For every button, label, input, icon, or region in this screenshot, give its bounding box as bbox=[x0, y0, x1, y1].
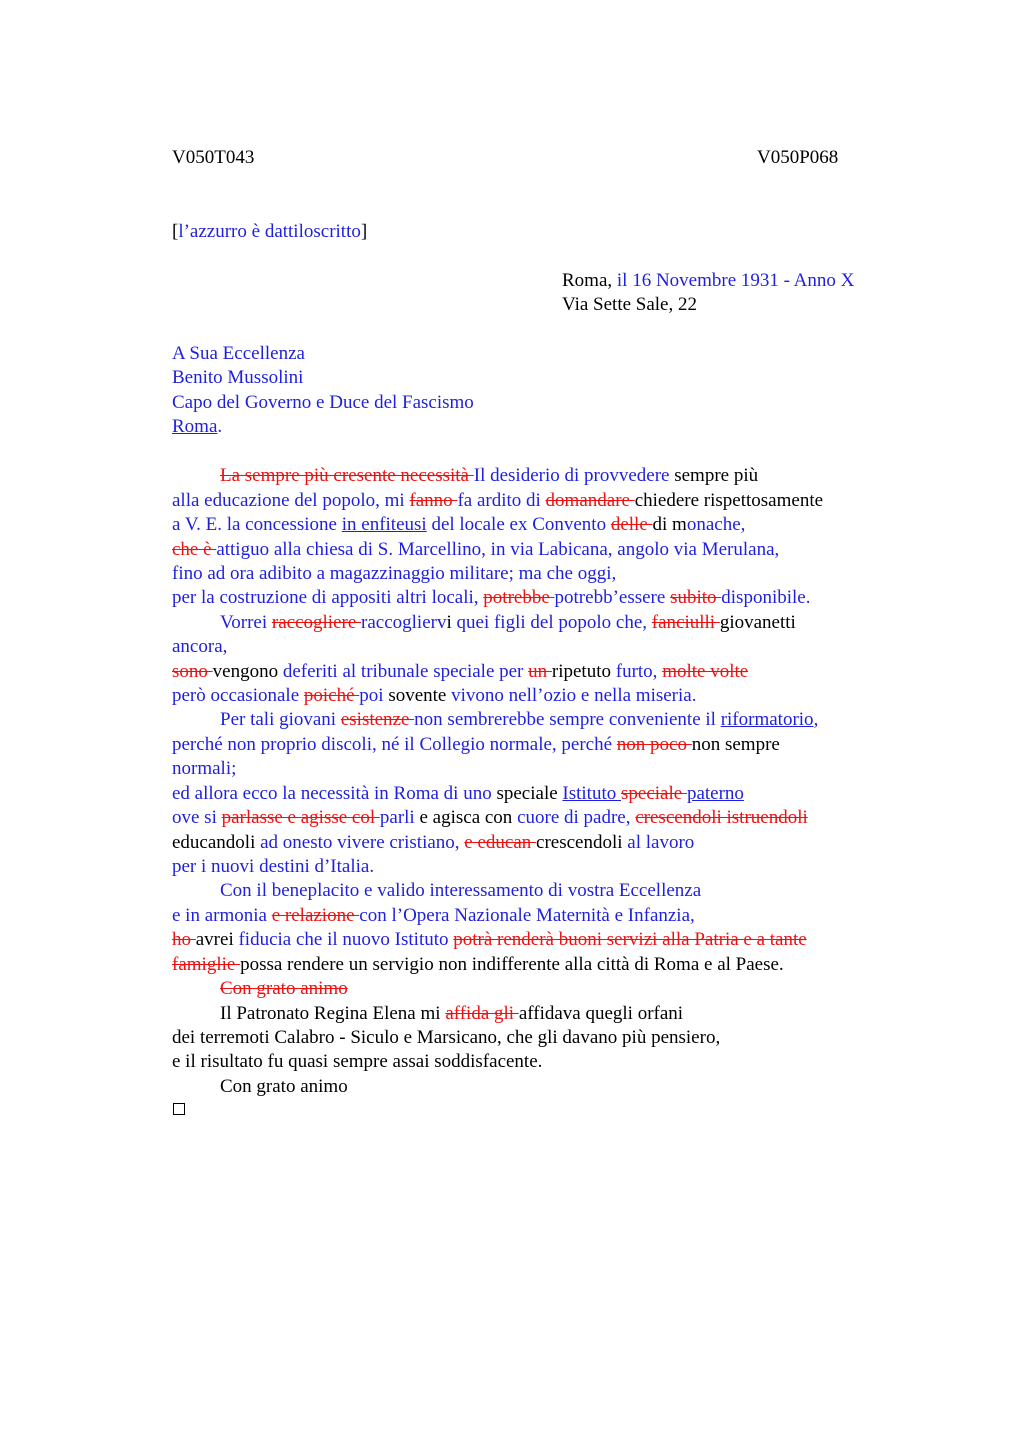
deleted-text: che è bbox=[172, 539, 217, 560]
deleted-text: esistenze bbox=[340, 709, 415, 730]
deleted-text: potrà renderà buoni servizi alla Patria e a tante bbox=[453, 929, 807, 950]
body-line bbox=[172, 513, 745, 537]
doc-code-left: V050T043 bbox=[172, 147, 255, 168]
typed-text: Istituto bbox=[562, 783, 621, 804]
dateline-date: il 16 Novembre 1931 - Anno X bbox=[612, 270, 855, 291]
typed-text: cuore di padre, bbox=[517, 807, 636, 828]
typed-text: attiguo alla chiesa di S. Marcellino, in via Labicana, angolo via Merulana, bbox=[216, 539, 780, 560]
deleted-text: affida gli bbox=[445, 1003, 519, 1024]
handwritten-text: sovente bbox=[388, 685, 452, 706]
handwritten-text: possa rendere un servigio non indifferente alla città di Roma e al Paese. bbox=[240, 954, 784, 975]
handwritten-text: di m bbox=[652, 514, 687, 535]
body-line bbox=[220, 879, 701, 903]
addressee-line-1: A Sua Eccellenza bbox=[172, 343, 305, 364]
typed-text: parli bbox=[379, 807, 420, 828]
body-line bbox=[172, 733, 780, 757]
body-line bbox=[220, 977, 348, 1001]
body-line bbox=[172, 684, 696, 708]
body-line bbox=[172, 757, 236, 781]
typed-text: per la costruzione di appositi altri locali, bbox=[172, 587, 484, 608]
handwritten-text: crescendoli bbox=[536, 832, 628, 853]
deleted-text: non poco bbox=[616, 734, 692, 755]
typed-text: onache, bbox=[686, 514, 746, 535]
deleted-text: Con grato animo bbox=[220, 978, 348, 999]
handwritten-text: sempre più bbox=[669, 465, 759, 486]
handwritten-text: educandoli bbox=[172, 832, 261, 853]
deleted-text: fanno bbox=[409, 490, 458, 511]
typed-text: ancora, bbox=[172, 636, 228, 657]
body-line bbox=[172, 635, 227, 659]
handwritten-text: Il Patronato Regina Elena mi bbox=[220, 1003, 446, 1024]
deleted-text: e relazione bbox=[271, 905, 360, 926]
typed-text: alla educazione del popolo, mi bbox=[172, 490, 410, 511]
body-line bbox=[172, 782, 744, 806]
handwritten-text: e il risultato fu quasi sempre assai soddisfacente. bbox=[172, 1051, 543, 1072]
typed-text: disponibile. bbox=[721, 587, 811, 608]
deleted-text: potrebbe bbox=[483, 587, 555, 608]
note-text: l’azzurro è dattiloscritto bbox=[178, 221, 361, 242]
handwritten-text: i bbox=[446, 612, 452, 633]
typed-text: al lavoro bbox=[627, 832, 695, 853]
typed-text: poi bbox=[359, 685, 389, 706]
deleted-text: e educan bbox=[464, 832, 537, 853]
typed-text: perché non proprio discoli, né il Collegio normale, perché bbox=[172, 734, 617, 755]
typed-text: raccoglierv bbox=[361, 612, 447, 633]
body-line bbox=[172, 489, 823, 513]
deleted-text: sono bbox=[172, 661, 213, 682]
typed-text: Per tali giovani bbox=[220, 709, 341, 730]
addressee-city bbox=[172, 415, 222, 439]
handwritten-text: ripetuto bbox=[551, 661, 616, 682]
typed-text: furto, bbox=[615, 661, 663, 682]
typed-text: Vorrei bbox=[220, 612, 272, 633]
addressee-city-name: Roma bbox=[172, 416, 218, 437]
typed-text: per i nuovi destini d’Italia. bbox=[172, 856, 375, 877]
deleted-text: subito bbox=[670, 587, 722, 608]
deleted-text: La sempre più cresente necessità bbox=[220, 465, 474, 486]
addressee-line-3: Capo del Governo e Duce del Fascismo bbox=[172, 392, 474, 413]
body-line bbox=[172, 953, 784, 977]
body-line bbox=[172, 660, 748, 684]
body-line bbox=[172, 562, 616, 586]
body-line bbox=[172, 806, 808, 830]
typed-text: fino ad ora adibito a magazzinaggio militare; ma che oggi, bbox=[172, 563, 617, 584]
body-line bbox=[172, 538, 779, 562]
deleted-text: speciale bbox=[621, 783, 687, 804]
sender-address: Via Sette Sale, 22 bbox=[562, 294, 697, 315]
dateline-place: Roma, bbox=[562, 270, 613, 291]
dateline bbox=[562, 269, 854, 293]
deleted-text: ho bbox=[172, 929, 196, 950]
typed-text: fa ardito di bbox=[457, 490, 546, 511]
typed-text: in enfiteusi bbox=[341, 514, 427, 535]
doc-code-right: V050P068 bbox=[757, 147, 839, 168]
typed-text: vivono nell’ozio e nella miseria. bbox=[451, 685, 697, 706]
deleted-text: famiglie bbox=[172, 954, 241, 975]
handwritten-text: dei terremoti Calabro - Siculo e Marsicano, che gli davano più pensiero, bbox=[172, 1027, 721, 1048]
handwritten-text: speciale bbox=[496, 783, 563, 804]
deleted-text: fanciulli bbox=[651, 612, 720, 633]
typed-text: ed allora ecco la necessità in Roma di uno bbox=[172, 783, 497, 804]
typed-text: e in armonia bbox=[172, 905, 272, 926]
deleted-text: poiché bbox=[303, 685, 360, 706]
deleted-text: raccogliere bbox=[271, 612, 362, 633]
typed-text: ad onesto vivere cristiano, bbox=[260, 832, 465, 853]
typed-text: Il desiderio di provvedere bbox=[473, 465, 670, 486]
handwritten-text: chiedere rispettosamente bbox=[634, 490, 824, 511]
checkbox-square-icon bbox=[173, 1103, 185, 1115]
typed-text: del locale ex Convento bbox=[426, 514, 611, 535]
deleted-text: crescendoli istruendoli bbox=[635, 807, 808, 828]
body-line bbox=[220, 708, 818, 732]
body-line bbox=[220, 1075, 348, 1099]
deleted-text: un bbox=[528, 661, 552, 682]
typed-text: quei figli del popolo che, bbox=[451, 612, 652, 633]
typed-text: , bbox=[813, 709, 819, 730]
body-line bbox=[172, 855, 374, 879]
transcription-note bbox=[172, 220, 367, 244]
body-line bbox=[172, 1050, 542, 1074]
typed-text: con l’Opera Nazionale Maternità e Infanzia, bbox=[359, 905, 695, 926]
body-line bbox=[172, 904, 695, 928]
body-line bbox=[172, 928, 807, 952]
typed-text: ove si bbox=[172, 807, 222, 828]
handwritten-text: e agisca con bbox=[419, 807, 518, 828]
typed-text: non sembrerebbe sempre conveniente il bbox=[414, 709, 721, 730]
typed-text: deferiti al tribunale speciale per bbox=[282, 661, 529, 682]
typed-text: riformatorio bbox=[720, 709, 814, 730]
deleted-text: domandare bbox=[545, 490, 635, 511]
typed-text: normali; bbox=[172, 758, 237, 779]
handwritten-text: non sempre bbox=[691, 734, 780, 755]
deleted-text: delle bbox=[610, 514, 653, 535]
note-open-bracket: [ bbox=[172, 221, 179, 242]
typed-text: a V. E. la concessione bbox=[172, 514, 342, 535]
typed-text: però occasionale bbox=[172, 685, 304, 706]
addressee-period: . bbox=[217, 416, 223, 437]
body-line bbox=[220, 464, 758, 488]
handwritten-text: Con grato animo bbox=[220, 1076, 348, 1097]
body-line bbox=[220, 611, 796, 635]
typed-text: potrebb’essere bbox=[554, 587, 671, 608]
handwritten-text: affidava quegli orfani bbox=[518, 1003, 684, 1024]
deleted-text: molte volte bbox=[662, 661, 749, 682]
deleted-text: parlasse e agisse col bbox=[221, 807, 380, 828]
addressee-line-2: Benito Mussolini bbox=[172, 367, 304, 388]
handwritten-text: vengono bbox=[212, 661, 283, 682]
note-close-bracket: ] bbox=[360, 221, 368, 242]
handwritten-text: avrei bbox=[195, 929, 239, 950]
handwritten-text: giovanetti bbox=[719, 612, 796, 633]
body-line bbox=[172, 586, 810, 610]
body-line bbox=[172, 1026, 720, 1050]
typed-text: paterno bbox=[686, 783, 744, 804]
typed-text: fiducia che il nuovo Istituto bbox=[238, 929, 454, 950]
body-line bbox=[220, 1002, 683, 1026]
typed-text: Con il beneplacito e valido interessamento di vostra Eccellenza bbox=[220, 880, 702, 901]
body-line bbox=[172, 831, 694, 855]
